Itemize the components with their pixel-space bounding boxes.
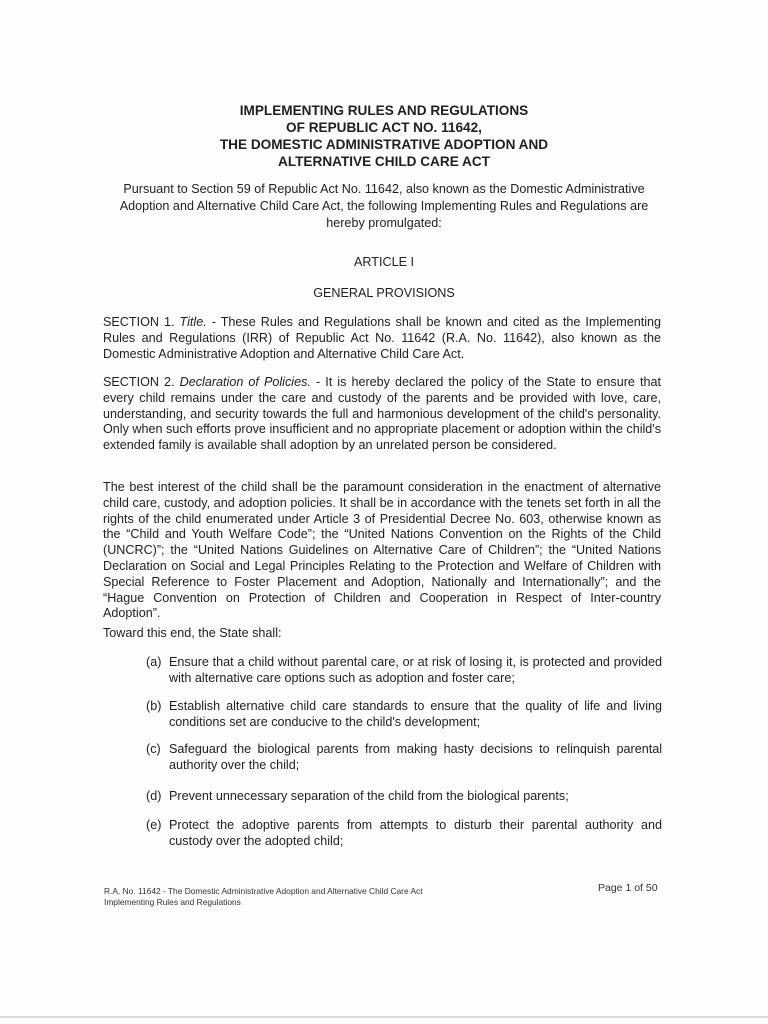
list-marker: (b) xyxy=(146,699,162,713)
footer-act-title: R.A. No. 11642 - The Domestic Administrative Adoption and Alternative Child Care Act xyxy=(104,886,423,896)
section-2-label: SECTION 2. xyxy=(103,375,175,389)
list-marker: (c) xyxy=(146,742,161,756)
list-text: Protect the adoptive parents from attempts to disturb their parental authority and custody over the adopted child; xyxy=(169,818,662,848)
title-line-3: THE DOMESTIC ADMINISTRATIVE ADOPTION AND xyxy=(219,137,549,152)
section-1-label: SECTION 1. xyxy=(103,315,175,329)
list-item xyxy=(146,789,662,805)
article-title: GENERAL PROVISIONS xyxy=(313,286,455,300)
list-marker: (d) xyxy=(146,789,162,803)
list-item xyxy=(146,818,662,850)
title-line-1: IMPLEMENTING RULES AND REGULATIONS xyxy=(239,103,529,118)
list-text: Establish alternative child care standards to ensure that the quality of life and living conditions set are conducive to the child's development; xyxy=(169,699,662,729)
list-marker: (e) xyxy=(146,818,162,832)
article-number: ARTICLE I xyxy=(354,255,414,269)
section-2-text: - It is hereby declared the policy of the State to ensure that every child remains under the care and custody of the parents and be provided with love, care, understanding, and security towards the full and harmonious development of the child's personality. Only when such efforts prove insufficient and no appropriate placement or adoption within the child's extended family is available shall adoption by an unrelated person be considered. xyxy=(103,375,662,453)
toward-paragraph: Toward this end, the State shall: xyxy=(103,626,282,640)
list-text: Prevent unnecessary separation of the child from the biological parents; xyxy=(169,789,569,803)
title-line-2: OF REPUBLIC ACT NO. 11642, xyxy=(286,120,482,135)
best-interest-paragraph: The best interest of the child shall be the paramount consideration in the enactment of alternative child care, custody, and adoption policies. It shall be in accordance with the tenets set forth in all the rights of the child enumerated under Article 3 of Presidential Decree No. 603, otherwise known as the “Child and Youth Welfare Code”; the “United Nations Convention on the Rights of the Child (UNCRC)”; the “United Nations Guidelines on Alternative Care of Children”; the “United Nations Declaration on Social and Legal Principles Relating to the Protection and Welfare of Children with Special Reference to Foster Placement and Adoption, Nationally and Internationally”; and the “Hague Convention on Protection of Children and Cooperation in Respect of Inter-country Adoption”. xyxy=(103,480,661,621)
section-1-heading: Title. xyxy=(179,315,207,329)
footer-irr-label: Implementing Rules and Regulations xyxy=(104,896,241,907)
list-item xyxy=(146,655,662,687)
section-2-heading: Declaration of Policies. xyxy=(179,375,311,389)
list-text: Ensure that a child without parental care, or at risk of losing it, is protected and provided with alternative care options such as adoption and foster care; xyxy=(169,655,662,685)
list-text: Safeguard the biological parents from making hasty decisions to relinquish parental authority over the child; xyxy=(169,742,662,772)
section-1 xyxy=(103,315,661,362)
footer-document-info xyxy=(104,886,484,907)
intro-paragraph: Pursuant to Section 59 of Republic Act No. 11642, also known as the Domestic Administrative Adoption and Alternative Child Care Act, the following Implementing Rules and Regulations are hereby promulgated: xyxy=(119,182,649,230)
list-marker: (a) xyxy=(146,655,162,669)
page-edge-divider xyxy=(0,1016,768,1018)
page-number: Page 1 of 50 xyxy=(598,882,658,894)
list-item xyxy=(146,699,662,731)
section-1-text: - These Rules and Regulations shall be known and cited as the Implementing Rules and Regulations (IRR) of Republic Act No. 11642 (R.A. No. 11642), also known as the Domestic Administrative Adoption and Alternative Child Care Act. xyxy=(103,315,662,361)
section-2 xyxy=(103,375,661,454)
title-line-4: ALTERNATIVE CHILD CARE ACT xyxy=(278,154,490,169)
document-title xyxy=(100,102,668,170)
list-item xyxy=(146,742,662,774)
